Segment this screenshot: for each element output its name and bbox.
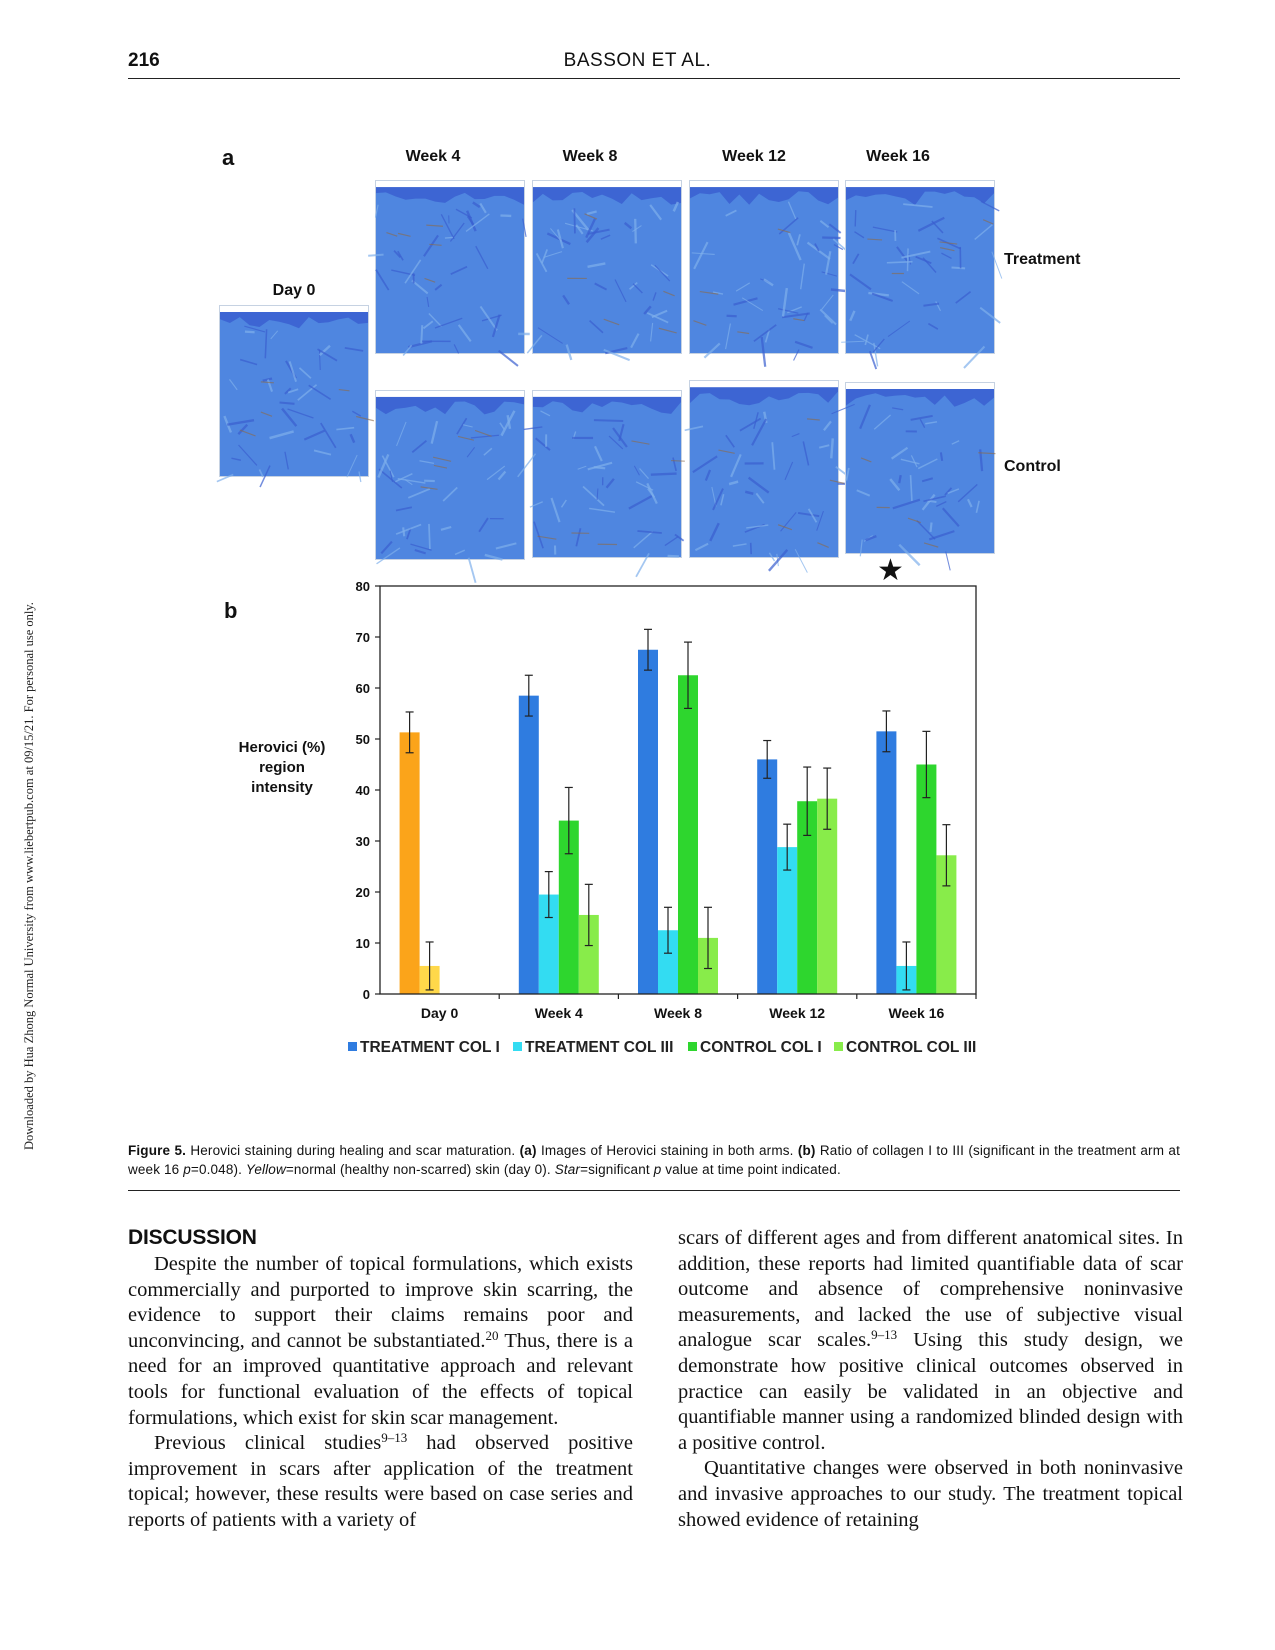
download-notice: Downloaded by Hua Zhong Normal University from www.liebertpub.com at 09/15/21. For personal use only. [22,602,36,1150]
col-label-week4: Week 4 [405,148,461,165]
panel-a-letter: a [222,145,235,170]
histology-image-treatment-week4 [375,180,525,354]
histology-image-day0 [219,305,369,477]
body-column-left [128,1252,633,1534]
y-tick-label: 10 [355,936,370,951]
caption-rule [128,1190,1180,1191]
y-tick-label: 40 [355,783,370,798]
x-tick-label: Day 0 [420,1005,459,1021]
y-tick-label: 0 [362,987,370,1002]
paragraph: Quantitative changes were observed in both noninvasive and invasive approaches to our study. The treatment topical showed evidence of retaining [678,1457,1183,1531]
caption-segment: Ratio of collagen I to III (significant in the treatment arm at week 16 [128,1143,1180,1177]
bar [916,765,936,995]
caption-segment: Images of Herovici staining in both arms. [536,1143,798,1158]
caption-segment: value at time point indicated. [661,1162,841,1177]
col-label-week12: Week 12 [722,148,786,165]
citation: 20 [485,1327,499,1343]
histology-image-treatment-week12 [689,180,839,354]
caption-segment: =significant [580,1162,654,1177]
x-tick-label: Week 16 [888,1005,945,1021]
bar-chart [230,553,1030,1108]
x-tick-label: Week 12 [769,1005,826,1021]
histology-image-treatment-week16 [845,180,995,354]
legend-label: CONTROL COL I [700,1039,822,1056]
bar [638,650,658,994]
bar [678,675,698,994]
page-number: 216 [128,50,160,71]
caption-segment: (a) [519,1143,537,1158]
legend-label: CONTROL COL III [846,1039,977,1056]
y-tick-label: 70 [355,630,370,645]
row-label-control: Control [1004,458,1061,475]
histology-image-control-week16 [845,382,995,554]
caption-segment: (b) [797,1143,816,1158]
caption-label: Figure 5. [128,1143,187,1158]
paragraph: Despite the number of topical formulations, which exists commercially and purported to improve skin scarring, the evidence to support their claims remains poor and unconvincing, and cannot be substantiated.$^{20}$ Thus, there is a need for an improved quantitative approach and relevant tools for functional evaluation of the effects of topical formulations, which exist for skin scar management. [128,1253,633,1429]
citation: 9–13 [871,1327,898,1343]
paragraph: scars of different ages and from different anatomical sites. In addition, these reports had limited quantifiable data of scar outcome and absence of comprehensive noninvasive measurements, and lacked the use of subjective visual analogue scar scales.$^{9-13}$ Using this study design, we demonstrate how positive clinical outcomes observed in practice can easily be validated in an objective and quantifiable manner using a randomized blinded design with a positive control. [678,1227,1183,1454]
caption-segment: p [653,1162,662,1177]
col-label-week16: Week 16 [866,148,930,165]
legend-label: TREATMENT COL III [525,1039,674,1056]
header-rule [128,78,1180,79]
panel-b-letter: b [224,598,238,623]
caption-segment: Yellow [245,1162,286,1177]
citation: 9–13 [381,1430,408,1446]
bar [757,759,777,994]
y-tick-label: 60 [355,681,370,696]
bar [876,731,896,994]
significance-star-icon: ★ [876,553,904,588]
caption-segment: =normal (healthy non-scarred) skin (day 0). [285,1162,555,1177]
histology-image-control-week12 [689,380,839,558]
running-head: BASSON ET AL. [563,50,712,71]
x-tick-label: Week 8 [654,1005,702,1021]
histology-image-control-week8 [532,390,682,558]
legend-swatch [513,1042,522,1051]
caption-segment: Star [554,1162,581,1177]
caption-segment: =0.048). [190,1162,246,1177]
paragraph: Previous clinical studies$^{9-13}$ had observed positive improvement in scars after application of the treatment topical; however, these results were based on case series and reports of patients with a variety of [128,1430,634,1531]
bar [519,696,539,994]
x-tick-label: Week 4 [534,1005,583,1021]
section-heading: DISCUSSION [128,1226,257,1249]
caption-segment: p [183,1162,191,1177]
y-tick-label: 50 [355,732,370,747]
body-column-right [678,1226,1183,1533]
y-tick-label: 20 [355,885,370,900]
legend-swatch [348,1042,357,1051]
col-label-day0: Day 0 [272,282,316,299]
legend-label: TREATMENT COL I [360,1039,500,1056]
y-tick-label: 30 [355,834,370,849]
histology-image-control-week4 [375,390,525,560]
caption-text [128,1143,1180,1177]
y-axis-label: Herovici (%) region intensity [238,739,326,796]
figure-caption [128,1141,1180,1179]
histology-image-treatment-week8 [532,180,682,354]
bar-day0 [400,732,420,994]
caption-segment: Herovici staining during healing and scar maturation. [186,1143,520,1158]
y-tick-label: 80 [355,579,370,594]
row-label-treatment: Treatment [1004,251,1081,268]
col-label-week8: Week 8 [562,148,618,165]
legend-swatch [688,1042,697,1051]
legend-swatch [834,1042,843,1051]
